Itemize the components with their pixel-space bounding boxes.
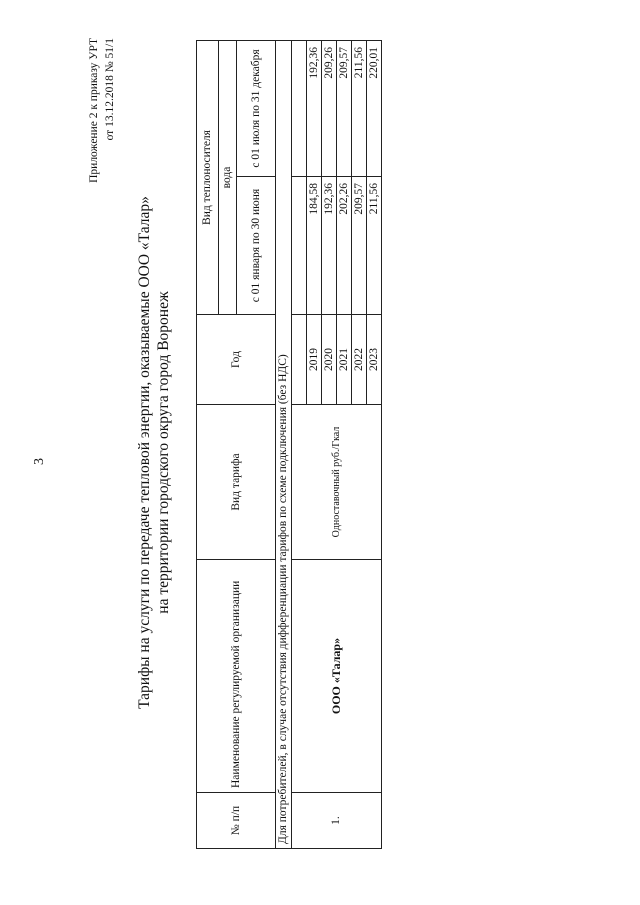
- header-number: № п/п: [197, 793, 276, 849]
- header-period-1: с 01 января по 30 июня: [237, 177, 276, 315]
- appendix-order-date: от 13.12.2018 № 51/1: [104, 38, 116, 141]
- header-org-name: Наименование регулируемой организации: [197, 560, 276, 793]
- year-cell: 2020: [322, 315, 337, 405]
- year-cell: 2023: [367, 315, 382, 405]
- organization-name: ООО «Талар»: [292, 560, 382, 793]
- tariff-second-half: 209,26: [322, 41, 337, 177]
- tariff-second-half: 211,56: [352, 41, 367, 177]
- table-row: [292, 41, 307, 849]
- tariff-first-half: 211,56: [367, 177, 382, 315]
- appendix-line: Приложение 2 к приказу УРТ: [88, 38, 100, 183]
- title-line: Тарифы на услуги по передаче тепловой энергии, оказываемые ООО «Талар»: [136, 196, 153, 709]
- tariff-second-half: 209,57: [337, 41, 352, 177]
- tariff-first-half: 184,58: [307, 177, 322, 315]
- consumers-note: Для потребителей, в случае отсутствия дифференциации тарифов по схеме подключения (без НДС): [276, 41, 292, 849]
- tariff-second-half: 192,36: [307, 41, 322, 177]
- header-carrier-type: Вид теплоносителя: [197, 41, 219, 315]
- tariff-name: Одноставочный руб./Гкал: [292, 405, 382, 560]
- tariff-second-half: 220,01: [367, 41, 382, 177]
- tariff-table: [196, 40, 382, 849]
- year-cell: 2019: [307, 315, 322, 405]
- row-number: 1.: [292, 793, 382, 849]
- header-period-2: с 01 июля по 31 декабря: [237, 41, 276, 177]
- appendix-reference: [86, 38, 118, 183]
- year-cell: 2021: [337, 315, 352, 405]
- document-title: [135, 0, 173, 905]
- tariff-first-half: 209,57: [352, 177, 367, 315]
- header-water: вода: [219, 41, 237, 315]
- header-year: Год: [197, 315, 276, 405]
- tariff-first-half: 202,26: [337, 177, 352, 315]
- tariff-first-half: 192,36: [322, 177, 337, 315]
- header-tariff-type: Вид тарифа: [197, 405, 276, 560]
- title-line: на территории городского округа город Воронеж: [155, 291, 172, 614]
- page-number: 3: [32, 458, 47, 465]
- year-cell: 2022: [352, 315, 367, 405]
